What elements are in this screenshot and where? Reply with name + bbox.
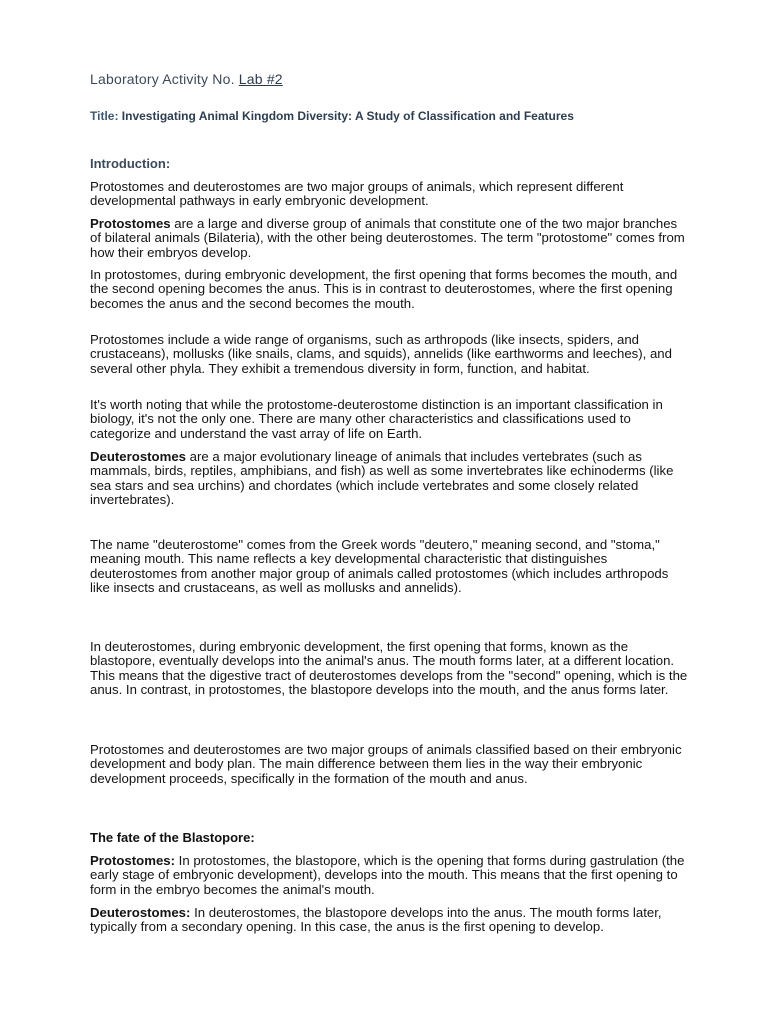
paragraph-protostomes-definition — [90, 217, 690, 260]
paragraph-text: Protostomes and deuterostomes are two major groups of animals, which represent different developmental pathways in early embryonic development. — [90, 179, 624, 209]
paragraph-text: In protostomes, the blastopore, which is the opening that forms during gastrulation (the early stage of embryonic development), develops into the mouth. This means that the first opening to form in the embryo becomes the animal's mouth. — [90, 853, 685, 897]
paragraph-text: It's worth noting that while the protostome-deuterostome distinction is an important classification in biology, it's not the only one. There are many other characteristics and classifications used to categorize and understand the vast array of life on Earth. — [90, 397, 663, 441]
activity-value: Lab #2 — [238, 71, 283, 87]
introduction-heading: Introduction: — [90, 156, 171, 171]
paragraph-text: are a large and diverse group of animals that constitute one of the two major branches of bilateral animals (Bilateria), with the other being deuterostomes. The term "protostome" comes from how their embryos develop. — [90, 216, 685, 260]
paragraph-deuterostomes-definition — [90, 450, 690, 508]
paragraph-deuterostome-name — [90, 538, 690, 596]
activity-label: Laboratory Activity No. — [90, 71, 235, 87]
blastopore-heading: The fate of the Blastopore: — [90, 830, 255, 845]
term-deuterostomes: Deuterostomes — [90, 449, 187, 464]
paragraph-text: In protostomes, during embryonic development, the first opening that forms becomes the mouth, and the second opening becomes the anus. This is in contrast to deuterostomes, where the first opening becomes the anus and the second becomes the mouth. — [90, 267, 678, 311]
paragraph-text: are a major evolutionary lineage of animals that includes vertebrates (such as mammals, birds, reptiles, amphibians, and fish) as well as some invertebrates like echinoderms (like sea stars and sea urchins) and chordates (which include vertebrates and some closely related invertebrates). — [90, 449, 674, 508]
paragraph-comparison — [90, 743, 690, 786]
paragraph-blastopore-deuterostomes — [90, 906, 690, 935]
paragraph-text: The name "deuterostome" comes from the Greek words "deutero," meaning second, and "stoma," meaning mouth. This name reflects a key developmental characteristic that distinguishes deuterostomes from another major group of animals called protostomes (which includes arthropods like insects and crustaceans, as well as mollusks and annelids). — [90, 537, 669, 596]
paragraph-text: Protostomes and deuterostomes are two major groups of animals classified based on their embryonic development and body plan. The main difference between them lies in the way their embryonic development proceeds, specifically in the formation of the mouth and anus. — [90, 742, 682, 786]
paragraph-text: In deuterostomes, the blastopore develops into the anus. The mouth forms later, typically from a secondary opening. In this case, the anus is the first opening to develop. — [90, 905, 662, 935]
term-protostomes-label: Protostomes: — [90, 853, 175, 868]
title-text: Investigating Animal Kingdom Diversity: A Study of Classification and Features — [121, 109, 574, 123]
term-protostomes: Protostomes — [90, 216, 171, 231]
title-label: Title: — [90, 109, 119, 123]
paragraph-protostomes-organisms — [90, 333, 690, 376]
document-title-line — [90, 109, 574, 123]
paragraph-blastopore-protostomes — [90, 854, 690, 897]
term-deuterostomes-label: Deuterostomes: — [90, 905, 191, 920]
activity-number-line — [90, 71, 283, 87]
paragraph-intro — [90, 180, 690, 209]
document-page — [90, 0, 690, 1024]
paragraph-text: Protostomes include a wide range of organisms, such as arthropods (like insects, spiders, and crustaceans), mollusks (like snails, clams, and squids), annelids (like earthworms and leeches), and several other phyla. They exhibit a tremendous diversity in form, function, and habitat. — [90, 332, 672, 376]
paragraph-deuterostome-development — [90, 640, 690, 698]
paragraph-protostomes-development — [90, 268, 690, 311]
paragraph-text: In deuterostomes, during embryonic development, the first opening that forms, known as the blastopore, eventually develops into the animal's anus. The mouth forms later, at a different location. This means that the digestive tract of deuterostomes develops from the "second" opening, which is the anus. In contrast, in protostomes, the blastopore develops into the mouth, and the anus forms later. — [90, 639, 688, 698]
paragraph-classification-note — [90, 398, 690, 441]
